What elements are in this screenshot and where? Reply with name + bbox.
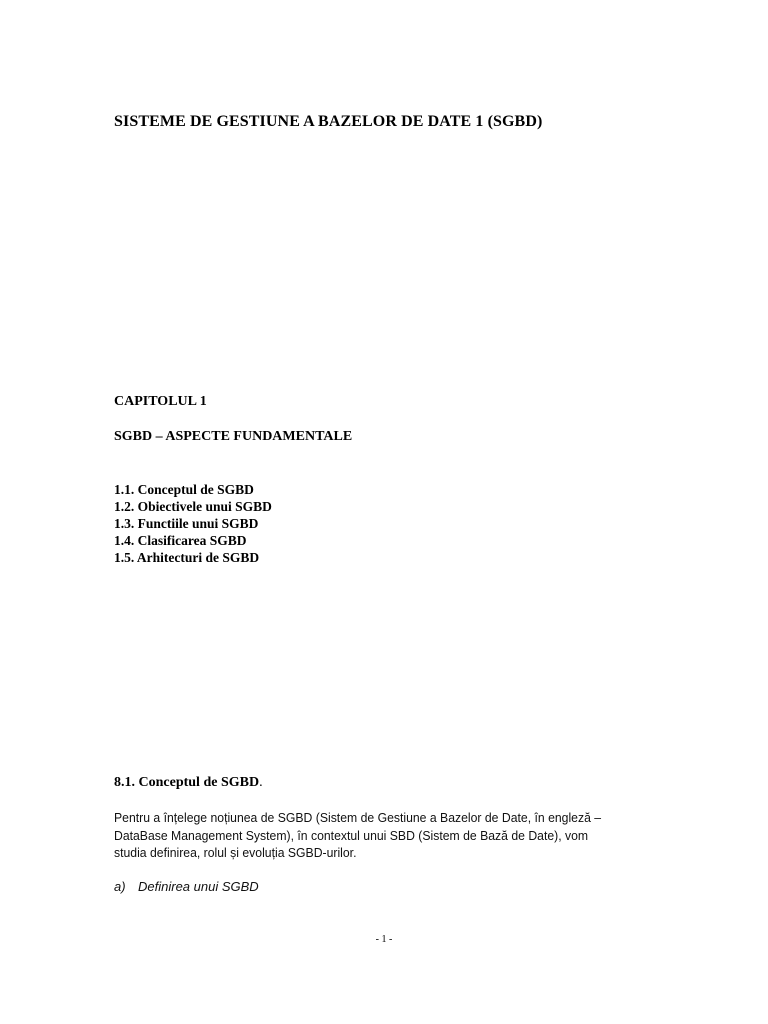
section-heading-period: . bbox=[259, 775, 263, 790]
section-heading bbox=[114, 775, 263, 791]
document-title: SISTEME DE GESTIUNE A BAZELOR DE DATE 1 (SGBD) bbox=[114, 113, 543, 130]
subsection-heading bbox=[114, 879, 259, 894]
subsection-title: Definirea unui SGBD bbox=[138, 879, 259, 894]
section-heading-text: 8.1. Conceptul de SGBD bbox=[114, 775, 260, 790]
chapter-title: SGBD – ASPECTE FUNDAMENTALE bbox=[114, 429, 353, 444]
toc-item: 1.3. Functiile unui SGBD bbox=[114, 516, 259, 531]
toc-item: 1.5. Arhitecturi de SGBD bbox=[114, 550, 260, 565]
intro-paragraph bbox=[114, 809, 622, 862]
page-number: - 1 - bbox=[375, 934, 393, 945]
paragraph-line: studia definirea, rolul și evoluția SGBD-urilor. bbox=[114, 845, 357, 860]
paragraph-line: Pentru a înțelege noțiunea de SGBD (Sistem de Gestiune a Bazelor de Date, în engleză – bbox=[114, 810, 602, 825]
paragraph-line: DataBase Management System), în contextul unui SBD (Sistem de Bază de Date), vom bbox=[114, 827, 589, 843]
subsection-marker: a) bbox=[114, 879, 126, 894]
chapter-label: CAPITOLUL 1 bbox=[114, 394, 207, 409]
toc-item: 1.4. Clasificarea SGBD bbox=[114, 533, 247, 548]
table-of-contents bbox=[114, 481, 272, 566]
toc-item: 1.1. Conceptul de SGBD bbox=[114, 482, 254, 497]
toc-item: 1.2. Obiectivele unui SGBD bbox=[114, 499, 272, 514]
